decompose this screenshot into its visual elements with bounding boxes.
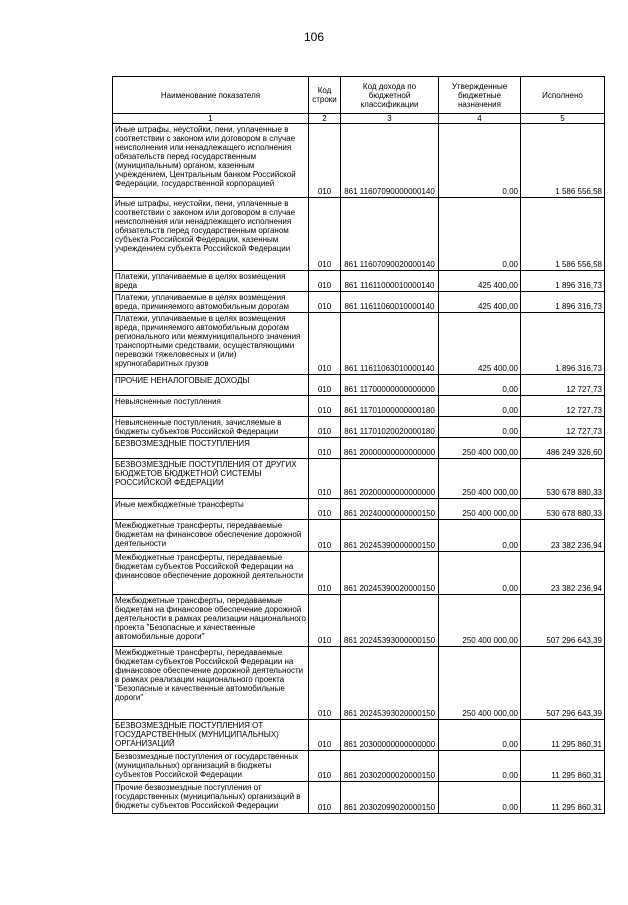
row-name: Платежи, уплачиваемые в целях возмещения вреда, причиняемого автомобильным дорогам регионального или межмуниципального значения транспортными средствами, осуществляющими перевозки тяжеловесных и (или) крупногабаритных грузов [113,313,309,375]
row-name: Межбюджетные трансферты, передаваемые бюджетам на финансовое обеспечение дорожной деятельности [113,520,309,552]
row-executed: 1 896 316,73 [521,313,605,375]
row-approved: 250 400 000,00 [439,647,521,720]
row-code: 010 [309,499,341,520]
row-approved: 0,00 [439,198,521,271]
row-name: БЕЗВОЗМЕЗДНЫЕ ПОСТУПЛЕНИЯ [113,438,309,459]
row-executed: 11 295 860,31 [521,782,605,814]
table-row [113,292,605,313]
row-approved: 0,00 [439,375,521,396]
row-approved: 0,00 [439,417,521,438]
page-number: 106 [303,30,325,44]
row-approved: 0,00 [439,720,521,751]
row-name: БЕЗВОЗМЕЗДНЫЕ ПОСТУПЛЕНИЯ ОТ ДРУГИХ БЮДЖЕТОВ БЮДЖЕТНОЙ СИСТЕМЫ РОССИЙСКОЙ ФЕДЕРАЦИИ [113,459,309,499]
table-row [113,271,605,292]
row-code: 010 [309,438,341,459]
row-executed: 1 586 556,58 [521,124,605,198]
table-row [113,595,605,647]
row-budget-code: 861 20000000000000000 [341,438,439,459]
row-approved: 0,00 [439,782,521,814]
row-budget-code: 861 11701020020000180 [341,417,439,438]
row-approved: 425 400,00 [439,292,521,313]
row-name: ПРОЧИЕ НЕНАЛОГОВЫЕ ДОХОДЫ [113,375,309,396]
row-code: 010 [309,417,341,438]
row-approved: 250 400 000,00 [439,438,521,459]
table-row [113,396,605,417]
row-budget-code: 861 20240000000000150 [341,499,439,520]
row-name: Безвозмездные поступления от государственных (муниципальных) организаций в бюджеты субъектов Российской Федерации [113,751,309,782]
row-code: 010 [309,375,341,396]
header-name: Наименование показателя [113,77,309,114]
row-code: 010 [309,520,341,552]
row-approved: 425 400,00 [439,313,521,375]
table-row [113,720,605,751]
row-budget-code: 861 11700000000000000 [341,375,439,396]
row-executed: 1 896 316,73 [521,292,605,313]
row-executed: 530 678 880,33 [521,499,605,520]
row-code: 010 [309,124,341,198]
header-row [113,77,605,114]
row-name: Платежи, уплачиваемые в целях возмещения вреда [113,271,309,292]
row-code: 010 [309,396,341,417]
row-budget-code: 861 11607090020000140 [341,198,439,271]
row-budget-code: 861 20245390020000150 [341,552,439,595]
row-budget-code: 861 11611063010000140 [341,313,439,375]
row-executed: 1 586 556,58 [521,198,605,271]
column-number: 3 [341,114,439,124]
row-budget-code: 861 20245390000000150 [341,520,439,552]
row-approved: 0,00 [439,124,521,198]
row-name: Невыясненные поступления, зачисляемые в бюджеты субъектов Российской Федерации [113,417,309,438]
row-executed: 23 382 236,94 [521,520,605,552]
row-approved: 250 400 000,00 [439,595,521,647]
row-executed: 1 896 316,73 [521,271,605,292]
row-name: Межбюджетные трансферты, передаваемые бюджетам субъектов Российской Федерации на финансовое обеспечение дорожной деятельности [113,552,309,595]
column-number-row [113,114,605,124]
column-number: 5 [521,114,605,124]
row-code: 010 [309,647,341,720]
row-executed: 530 678 880,33 [521,459,605,499]
table-body [113,124,605,814]
income-report-table [112,76,605,814]
header-approved: Утвержденные бюджетные назначения [439,77,521,114]
header-code: Код строки [309,77,341,114]
row-name: Иные штрафы, неустойки, пени, уплаченные в соответствии с законом или договором в случае неисполнения или ненадлежащего исполнения обязательств перед государственным (муниципальным) органом, казенным учреждением, Центральным банком Российской Федерации, государственной корпорацией [113,124,309,198]
row-code: 010 [309,552,341,595]
row-budget-code: 861 20302099020000150 [341,782,439,814]
row-budget-code: 861 11607090000000140 [341,124,439,198]
row-approved: 0,00 [439,396,521,417]
table-row [113,375,605,396]
table-row [113,520,605,552]
header-executed: Исполнено [521,77,605,114]
table-row [113,499,605,520]
column-number: 2 [309,114,341,124]
row-budget-code: 861 20300000000000000 [341,720,439,751]
row-budget-code: 861 20245393000000150 [341,595,439,647]
row-approved: 250 400 000,00 [439,459,521,499]
table-row [113,313,605,375]
row-executed: 23 382 236,94 [521,552,605,595]
row-executed: 11 295 860,31 [521,751,605,782]
row-executed: 12 727,73 [521,417,605,438]
row-code: 010 [309,198,341,271]
row-executed: 486 249 326,60 [521,438,605,459]
table-row [113,552,605,595]
row-budget-code: 861 20302000020000150 [341,751,439,782]
table-row [113,782,605,814]
row-budget-code: 861 20200000000000000 [341,459,439,499]
row-code: 010 [309,751,341,782]
row-code: 010 [309,313,341,375]
row-approved: 0,00 [439,552,521,595]
row-name: БЕЗВОЗМЕЗДНЫЕ ПОСТУПЛЕНИЯ ОТ ГОСУДАРСТВЕННЫХ (МУНИЦИПАЛЬНЫХ) ОРГАНИЗАЦИЙ [113,720,309,751]
table-row [113,647,605,720]
row-executed: 11 295 860,31 [521,720,605,751]
table-row [113,751,605,782]
table-row [113,459,605,499]
row-code: 010 [309,271,341,292]
row-name: Прочие безвозмездные поступления от государственных (муниципальных) организаций в бюджеты субъектов Российской Федерации [113,782,309,814]
row-executed: 507 296 643,39 [521,647,605,720]
table-row [113,417,605,438]
row-executed: 12 727,73 [521,375,605,396]
row-name: Платежи, уплачиваемые в целях возмещения вреда, причиняемого автомобильным дорогам [113,292,309,313]
row-approved: 0,00 [439,751,521,782]
row-budget-code: 861 11611060010000140 [341,292,439,313]
column-number: 1 [113,114,309,124]
row-code: 010 [309,720,341,751]
row-name: Иные межбюджетные трансферты [113,499,309,520]
row-budget-code: 861 11611000010000140 [341,271,439,292]
row-budget-code: 861 11701000000000180 [341,396,439,417]
row-name: Невыясненные поступления [113,396,309,417]
row-name: Межбюджетные трансферты, передаваемые бюджетам на финансовое обеспечение дорожной деятельности в рамках реализации национального проекта "Безопасные и качественные автомобильные дороги" [113,595,309,647]
row-name: Иные штрафы, неустойки, пени, уплаченные в соответствии с законом или договором в случае неисполнения или ненадлежащего исполнения обязательств перед государственным органом субъекта Российской Федерации, казенным учреждением субъекта Российской Федерации [113,198,309,271]
row-executed: 507 296 643,39 [521,595,605,647]
row-code: 010 [309,292,341,313]
row-executed: 12 727,73 [521,396,605,417]
row-approved: 425 400,00 [439,271,521,292]
row-budget-code: 861 20245393020000150 [341,647,439,720]
table-row [113,198,605,271]
row-code: 010 [309,782,341,814]
table-row [113,438,605,459]
header-budget-code: Код дохода по бюджетной классификации [341,77,439,114]
column-number: 4 [439,114,521,124]
row-code: 010 [309,595,341,647]
table-row [113,124,605,198]
row-name: Межбюджетные трансферты, передаваемые бюджетам субъектов Российской Федерации на финансовое обеспечение дорожной деятельности в рамках реализации национального проекта "Безопасные и качественные автомобильные дороги" [113,647,309,720]
row-code: 010 [309,459,341,499]
row-approved: 250 400 000,00 [439,499,521,520]
row-approved: 0,00 [439,520,521,552]
